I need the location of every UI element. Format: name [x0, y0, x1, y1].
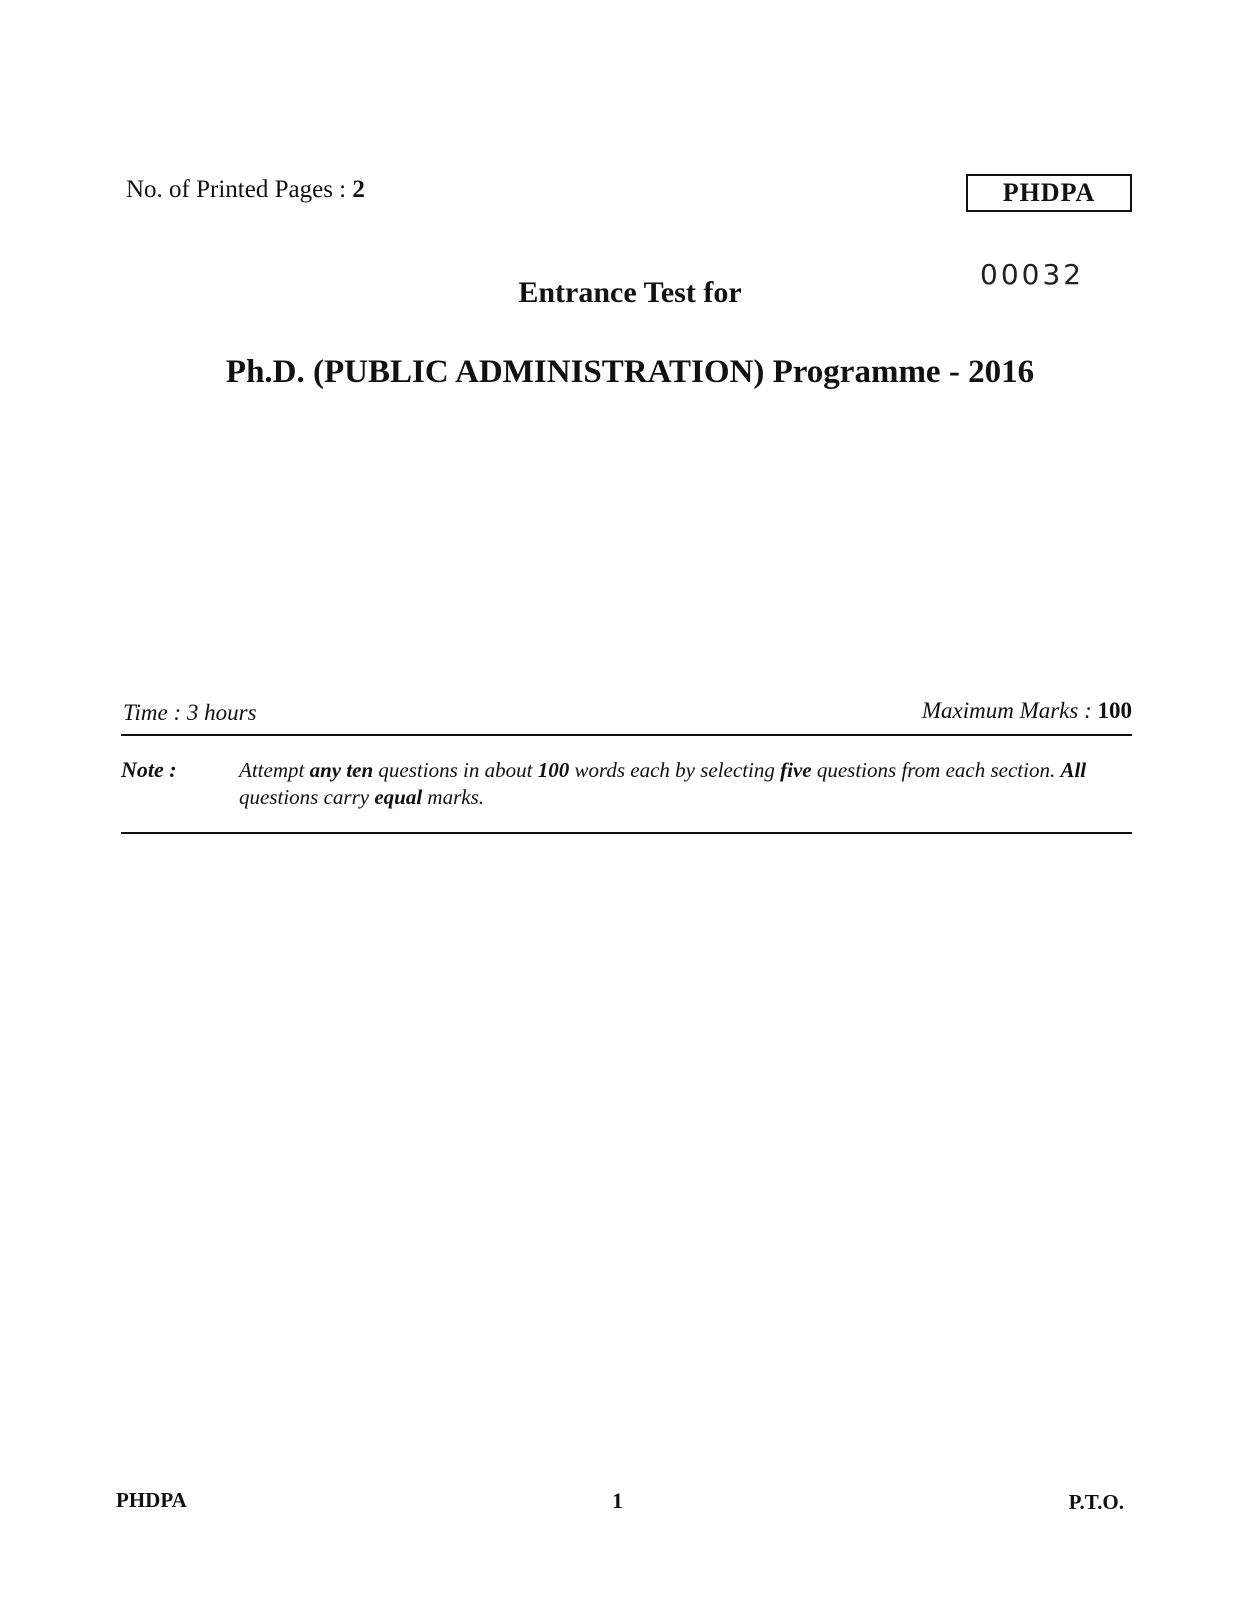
printed-pages-count: [126, 176, 365, 204]
printed-pages-value: 2: [352, 176, 365, 203]
exam-title: Ph.D. (PUBLIC ADMINISTRATION) Programme - 2016: [225, 354, 1035, 390]
footer-page-number: 1: [612, 1488, 623, 1513]
printed-pages-label: No. of Printed Pages :: [126, 176, 353, 203]
divider-bottom: [121, 832, 1132, 834]
divider-top: [121, 734, 1132, 736]
footer-paper-code: PHDPA: [116, 1488, 187, 1512]
exam-duration: Time : 3 hours: [123, 700, 257, 725]
serial-number: 00032: [980, 258, 1085, 291]
footer-pto: P.T.O.: [1068, 1490, 1124, 1514]
maximum-marks: [922, 698, 1132, 724]
maximum-marks-value: 100: [1097, 698, 1132, 723]
note-label: Note :: [121, 757, 177, 782]
note-instructions: Attempt any ten questions in about 100 words each by selecting five questions from each section. All questions carry equal marks.: [239, 758, 1087, 809]
exam-subtitle: Entrance Test for: [518, 276, 742, 309]
maximum-marks-label: Maximum Marks :: [921, 698, 1098, 723]
paper-code-box: PHDPA: [966, 174, 1132, 212]
